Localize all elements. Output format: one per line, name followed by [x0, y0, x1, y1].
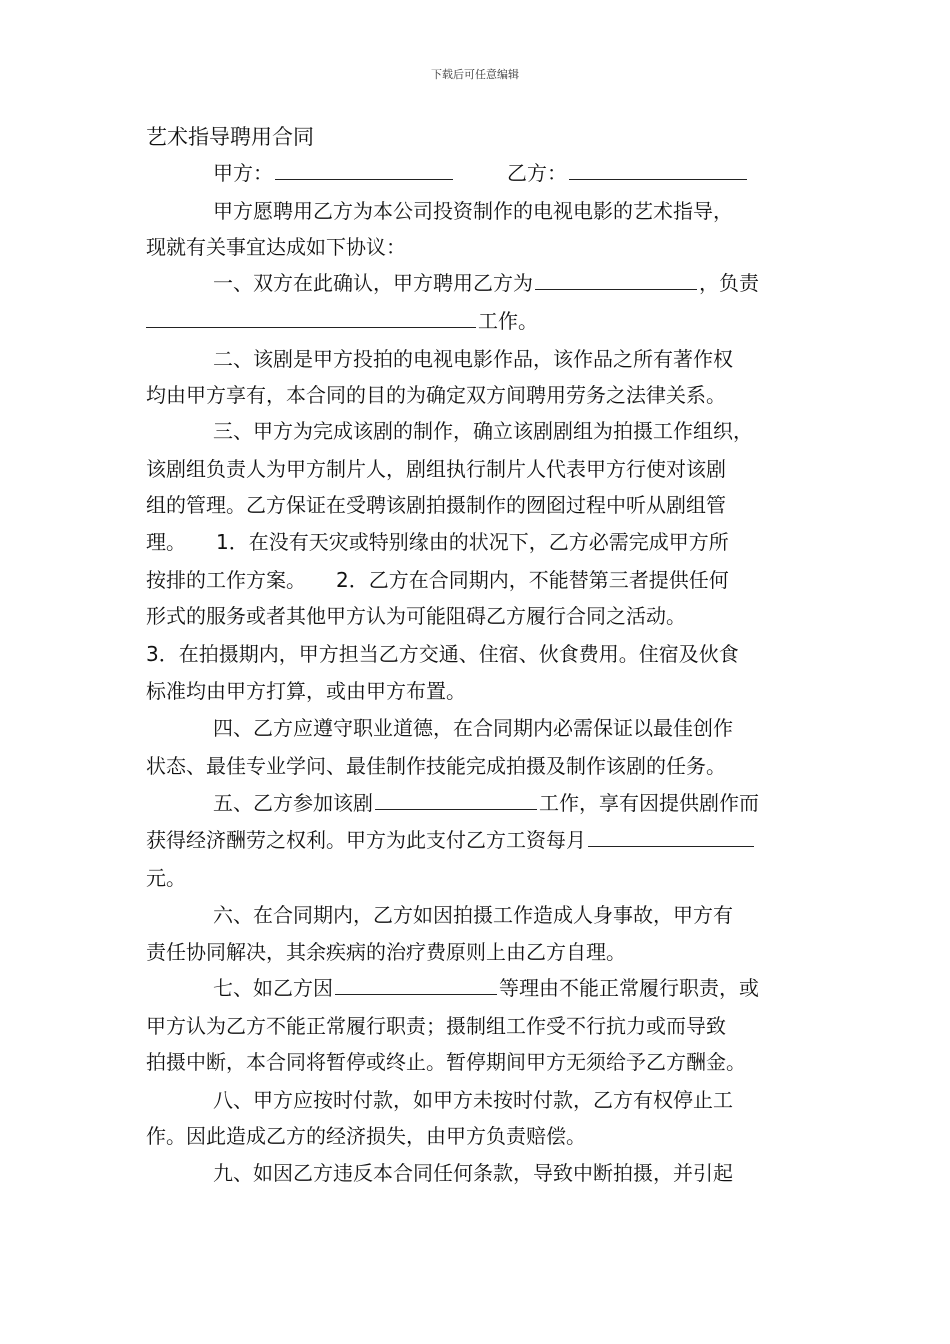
party-b-blank[interactable]	[569, 178, 747, 180]
job-blank[interactable]	[375, 808, 537, 810]
clause-text: 工作，享有因提供剧作而	[539, 791, 759, 815]
clause-3-line: 形式的服务或者其他甲方认为可能阻碍乙方履行合同之活动。	[146, 604, 686, 628]
clause-5-line	[213, 788, 759, 818]
clause-text: 工作。	[478, 309, 538, 333]
clause-3-line: 理。 1．在没有天灾或特别缘由的状况下，乙方必需完成甲方所	[146, 530, 729, 554]
document-title: 艺术指导聘用合同	[146, 125, 314, 149]
clause-9-line: 九、如因乙方违反本合同任何条款，导致中断拍摄，并引起	[213, 1161, 733, 1185]
clause-6-line: 六、在合同期内，乙方如因拍摄工作造成人身事故，甲方有	[213, 903, 733, 927]
clause-8-line: 八、甲方应按时付款，如甲方未按时付款，乙方有权停止工	[213, 1088, 733, 1112]
clause-4-line: 状态、最佳专业学问、最佳制作技能完成拍摄及制作该剧的任务。	[146, 754, 726, 778]
clause-5-line: 元。	[146, 866, 186, 890]
clause-text: 等理由不能正常履行职责，或	[499, 976, 759, 1000]
clause-2-line: 二、该剧是甲方投拍的电视电影作品，该作品之所有著作权	[213, 347, 733, 371]
party-a-label: 甲方：	[213, 161, 273, 185]
clause-text: 七、如乙方因	[213, 976, 333, 1000]
reason-blank[interactable]	[335, 993, 497, 995]
clause-3-line: 组的管理。乙方保证在受聘该剧拍摄制作的囫囵过程中听从剧组管	[146, 493, 726, 517]
clause-5-line	[146, 825, 756, 855]
preamble-line: 甲方愿聘用乙方为本公司投资制作的电视电影的艺术指导，	[213, 199, 733, 223]
parties-line	[213, 158, 749, 188]
salary-blank[interactable]	[588, 845, 754, 847]
page-header: 下载后可任意编辑	[431, 68, 519, 81]
clause-7-line: 甲方认为乙方不能正常履行职责；摄制组工作受不行抗力或而导致	[146, 1014, 726, 1038]
clause-7-line: 拍摄中断，本合同将暂停或终止。暂停期间甲方无须给予乙方酬金。	[146, 1050, 746, 1074]
clause-3-line: 标准均由甲方打算，或由甲方布置。	[146, 679, 466, 703]
clause-3-line: 按排的工作方案。 2．乙方在合同期内，不能替第三者提供任何	[146, 568, 729, 592]
preamble-line: 现就有关事宜达成如下协议：	[146, 235, 406, 259]
clause-1-line	[146, 306, 538, 336]
clause-3-line: 该剧组负责人为甲方制片人，剧组执行制片人代表甲方行使对该剧	[146, 457, 726, 481]
clause-text: ，负责	[699, 271, 759, 295]
clause-7-line	[213, 973, 759, 1003]
clause-3-line: 三、甲方为完成该剧的制作，确立该剧剧组为拍摄工作组织，	[213, 419, 753, 443]
clause-2-line: 均由甲方享有，本合同的目的为确定双方间聘用劳务之法律关系。	[146, 383, 726, 407]
party-a-blank[interactable]	[275, 178, 453, 180]
clause-3-line: 3．在拍摄期内，甲方担当乙方交通、住宿、伙食费用。住宿及伙食	[146, 642, 739, 666]
duty-blank[interactable]	[146, 326, 476, 328]
clause-8-line: 作。因此造成乙方的经济损失，由甲方负责赔偿。	[146, 1124, 586, 1148]
clause-text: 获得经济酬劳之权利。甲方为此支付乙方工资每月	[146, 828, 586, 852]
clause-text: 一、双方在此确认，甲方聘用乙方为	[213, 271, 533, 295]
clause-1-line	[213, 268, 759, 298]
position-blank[interactable]	[535, 288, 697, 290]
party-b-label: 乙方：	[507, 161, 567, 185]
clause-text: 五、乙方参加该剧	[213, 791, 373, 815]
clause-4-line: 四、乙方应遵守职业道德，在合同期内必需保证以最佳创作	[213, 716, 733, 740]
clause-6-line: 责任协同解决，其余疾病的治疗费原则上由乙方自理。	[146, 940, 626, 964]
